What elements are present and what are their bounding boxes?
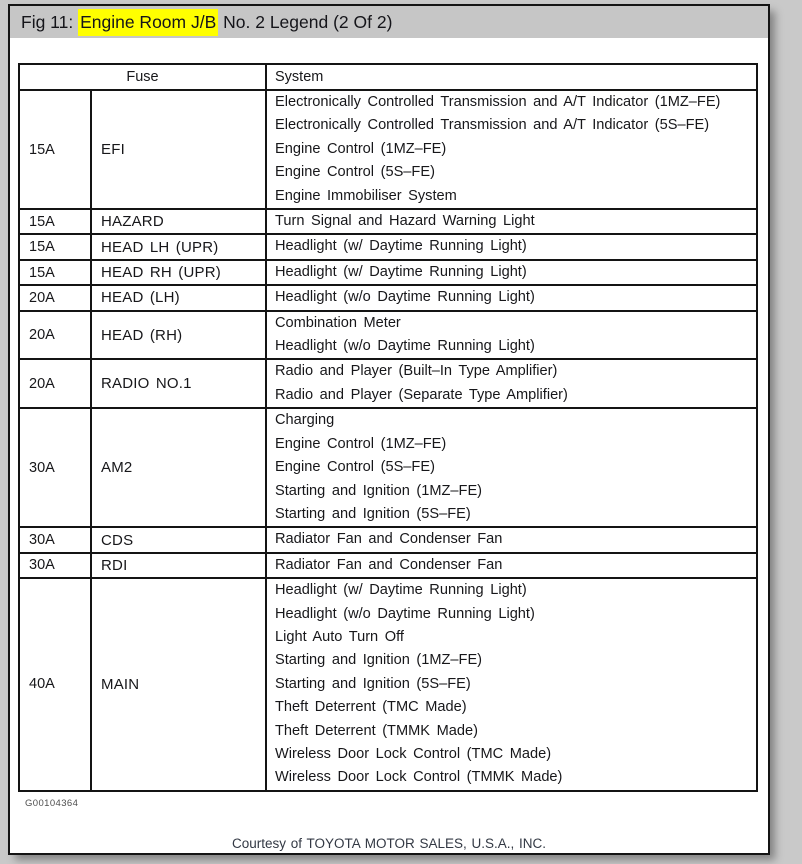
system-line: Wireless Door Lock Control (TMMK Made) — [275, 769, 563, 786]
system-line: Theft Deterrent (TMC Made) — [275, 699, 467, 716]
fuse-name: HAZARD — [91, 209, 266, 234]
figure-title-bar — [10, 6, 768, 38]
system-line: Electronically Controlled Transmission and A/T Indicator (1MZ–FE) — [275, 94, 721, 110]
figure-title-prefix: Fig 11: — [21, 11, 79, 32]
table-row — [19, 527, 757, 552]
system-line: Headlight (w/ Daytime Running Light) — [275, 263, 527, 280]
system-line: Headlight (w/o Daytime Running Light) — [275, 289, 535, 306]
table-row — [19, 578, 757, 791]
fuse-amperage: 15A — [19, 209, 91, 234]
fuse-name: CDS — [91, 527, 266, 552]
fuse-amperage: 15A — [19, 260, 91, 285]
system-cell — [266, 527, 757, 552]
fuse-amperage: 20A — [19, 311, 91, 360]
system-line: Engine Control (1MZ–FE) — [275, 140, 447, 157]
fuse-amperage: 15A — [19, 234, 91, 259]
system-line: Radio and Player (Built–In Type Amplifier) — [275, 363, 558, 380]
system-line: Headlight (w/ Daytime Running Light) — [275, 582, 527, 599]
fuse-name: EFI — [91, 90, 266, 209]
fuse-name: RDI — [91, 553, 266, 578]
fuse-name: AM2 — [91, 408, 266, 527]
figure-reference-code: G00104364 — [25, 797, 79, 809]
system-line: Headlight (w/o Daytime Running Light) — [275, 605, 535, 622]
system-line: Starting and Ignition (5S–FE) — [275, 675, 471, 692]
system-line: Combination Meter — [275, 314, 401, 331]
system-line: Turn Signal and Hazard Warning Light — [275, 213, 535, 230]
table-row — [19, 553, 757, 578]
system-line: Engine Control (1MZ–FE) — [275, 435, 447, 452]
courtesy-line: Courtesy of TOYOTA MOTOR SALES, U.S.A., INC. — [231, 835, 547, 851]
table-row — [19, 234, 757, 259]
system-line: Engine Immobiliser System — [275, 187, 457, 204]
fuse-amperage: 30A — [19, 553, 91, 578]
system-cell — [266, 90, 757, 209]
column-header-fuse: Fuse — [19, 64, 266, 90]
system-cell — [266, 359, 757, 408]
system-line: Charging — [275, 412, 335, 429]
system-cell — [266, 311, 757, 360]
fuse-amperage: 30A — [19, 408, 91, 527]
system-cell — [266, 285, 757, 310]
fuse-name: HEAD LH (UPR) — [91, 234, 266, 259]
system-line: Engine Control (5S–FE) — [275, 459, 435, 476]
fuse-amperage: 20A — [19, 285, 91, 310]
table-row — [19, 90, 757, 209]
system-line: Theft Deterrent (TMMK Made) — [275, 722, 478, 739]
fuse-amperage: 30A — [19, 527, 91, 552]
figure-card — [8, 4, 770, 855]
table-row — [19, 285, 757, 310]
fuse-name: HEAD (LH) — [91, 285, 266, 310]
system-line: Headlight (w/o Daytime Running Light) — [275, 338, 535, 355]
system-line: Starting and Ignition (5S–FE) — [275, 505, 471, 522]
fuse-name: RADIO NO.1 — [91, 359, 266, 408]
system-line: Engine Control (5S–FE) — [275, 164, 435, 181]
system-line: Radio and Player (Separate Type Amplifier) — [275, 386, 568, 403]
system-line: Light Auto Turn Off — [275, 628, 404, 645]
system-cell — [266, 209, 757, 234]
table-row — [19, 408, 757, 527]
figure-title-suffix: No. 2 Legend (2 Of 2) — [218, 11, 393, 32]
system-line: Starting and Ignition (1MZ–FE) — [275, 482, 483, 499]
fuse-amperage: 40A — [19, 578, 91, 791]
fuse-name: MAIN — [91, 578, 266, 791]
system-cell — [266, 408, 757, 527]
table-header-row — [19, 64, 757, 90]
system-line: Radiator Fan and Condenser Fan — [275, 531, 503, 548]
system-cell — [266, 553, 757, 578]
system-line: Wireless Door Lock Control (TMC Made) — [275, 745, 552, 762]
column-header-system: System — [266, 64, 757, 90]
system-line: Radiator Fan and Condenser Fan — [275, 556, 503, 573]
system-cell — [266, 578, 757, 791]
system-line: Electronically Controlled Transmission and A/T Indicator (5S–FE) — [275, 117, 710, 134]
fuse-name: HEAD RH (UPR) — [91, 260, 266, 285]
table-row — [19, 209, 757, 234]
fuse-name: HEAD (RH) — [91, 311, 266, 360]
table-row — [19, 359, 757, 408]
search-highlight: Engine Room J/B — [78, 9, 218, 36]
fuse-amperage: 15A — [19, 90, 91, 209]
fuse-legend-table — [18, 63, 758, 792]
system-line: Headlight (w/ Daytime Running Light) — [275, 238, 527, 255]
fuse-amperage: 20A — [19, 359, 91, 408]
system-cell — [266, 260, 757, 285]
table-row — [19, 311, 757, 360]
table-row — [19, 260, 757, 285]
system-cell — [266, 234, 757, 259]
system-line: Starting and Ignition (1MZ–FE) — [275, 652, 483, 669]
